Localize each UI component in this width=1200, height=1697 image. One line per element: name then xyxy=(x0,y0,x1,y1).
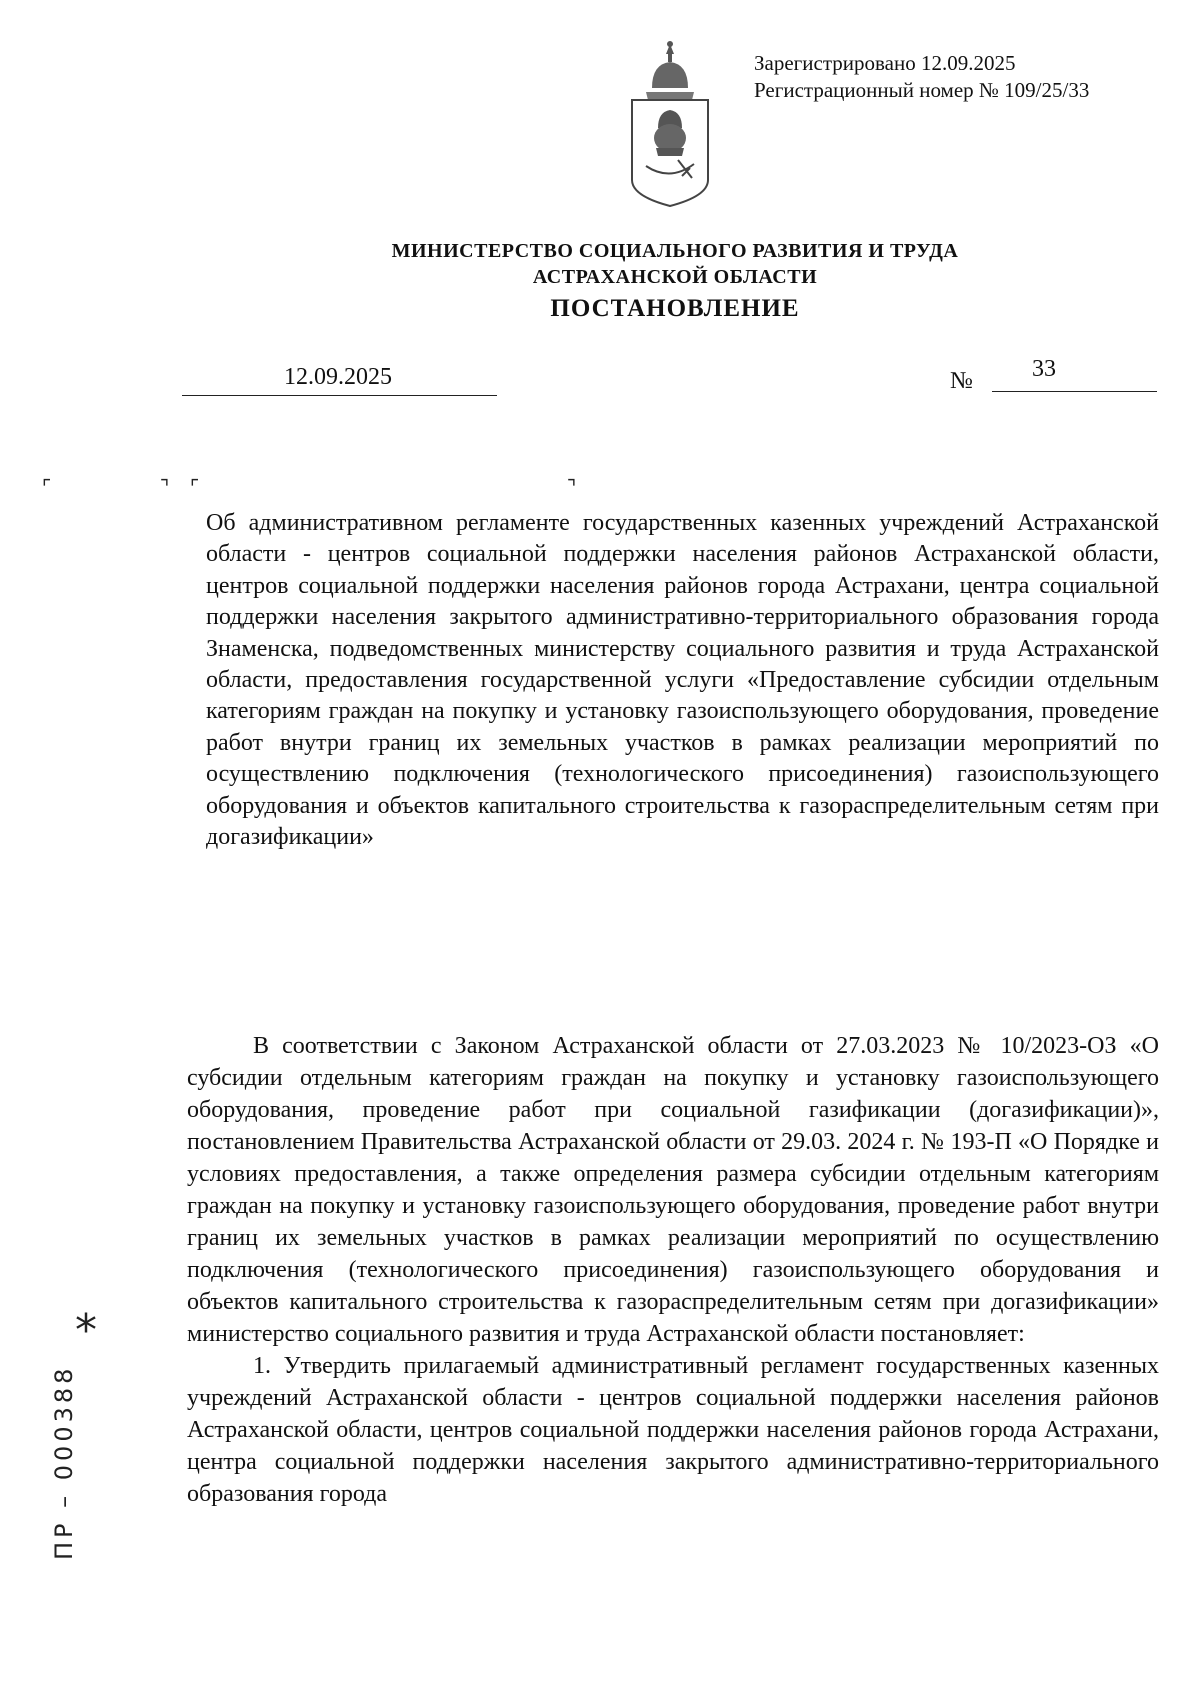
number-underline xyxy=(992,391,1157,392)
corner-mark-left-open: ⌜ xyxy=(42,475,52,499)
region-name: АСТРАХАНСКОЙ ОБЛАСТИ xyxy=(532,266,818,288)
document-date: 12.09.2025 xyxy=(284,364,392,390)
document-type: ПОСТАНОВЛЕНИЕ xyxy=(550,295,800,322)
document-body xyxy=(187,1030,1159,1510)
registration-number: Регистрационный номер № 109/25/33 xyxy=(754,78,1090,102)
number-sign: № xyxy=(950,368,973,394)
corner-mark-right-close: ⌝ xyxy=(567,475,577,499)
margin-serial-stamp: ПР – 000388 xyxy=(50,1364,78,1560)
corner-mark-right-open: ⌜ xyxy=(190,475,200,499)
document-number: 33 xyxy=(1032,356,1056,382)
coat-of-arms-emblem xyxy=(628,40,712,208)
margin-asterisk: * xyxy=(75,1305,97,1356)
preamble-paragraph: В соответствии с Законом Астраханской области от 27.03.2023 № 10/2023-ОЗ «О субсидии отдельным категориям граждан на покупку и установку газоиспользующего оборудования, проведение работ при социальной газификации (догазификации)», постановлением Правительства Астраханской области от 29.03. 2024 г. № 193-П «О Порядке и условиях предоставления, а также определения размера субсидии отдельным категориям граждан на покупку и установку газоиспользующего оборудования, проведение работ внутри границ их земельных участков в рамках реализации мероприятий по осуществлению подключения (технологического присоединения) газоиспользующего оборудования и объектов капитального строительства к газораспределительным сетям при догазификации» министерство социального развития и труда Астраханской области постановляет: xyxy=(187,1033,1159,1347)
item-1-paragraph: 1. Утвердить прилагаемый административный регламент государственных казенных учреждений Астраханской области - центров социальной поддержки населения районов Астраханской области, центров социальной поддержки населения районов города Астрахани, центра социальной поддержки населения закрытого административно-территориального образования города xyxy=(187,1353,1159,1507)
date-underline xyxy=(182,395,497,396)
corner-mark-left-close: ⌝ xyxy=(160,475,170,499)
registration-date: Зарегистрировано 12.09.2025 xyxy=(754,51,1016,75)
document-subject: Об административном регламенте государственных казенных учреждений Астраханской области - центров социальной поддержки населения районов Астраханской области, центров социальной поддержки населения районов города Астрахани, центра социальной поддержки населения закрытого административно-территориального образования города Знаменска, подведомственных министерству социального развития и труда Астраханской области, предоставления государственной услуги «Предоставление субсидии отдельным категориям граждан на покупку и установку газоиспользующего оборудования, проведение работ внутри границ их земельных участков в рамках реализации мероприятий по осуществлению подключения (технологического присоединения) газоиспользующего оборудования и объектов капитального строительства к газораспределительным сетям при догазификации» xyxy=(206,510,1159,851)
ministry-name: МИНИСТЕРСТВО СОЦИАЛЬНОГО РАЗВИТИЯ И ТРУДА xyxy=(391,240,959,262)
